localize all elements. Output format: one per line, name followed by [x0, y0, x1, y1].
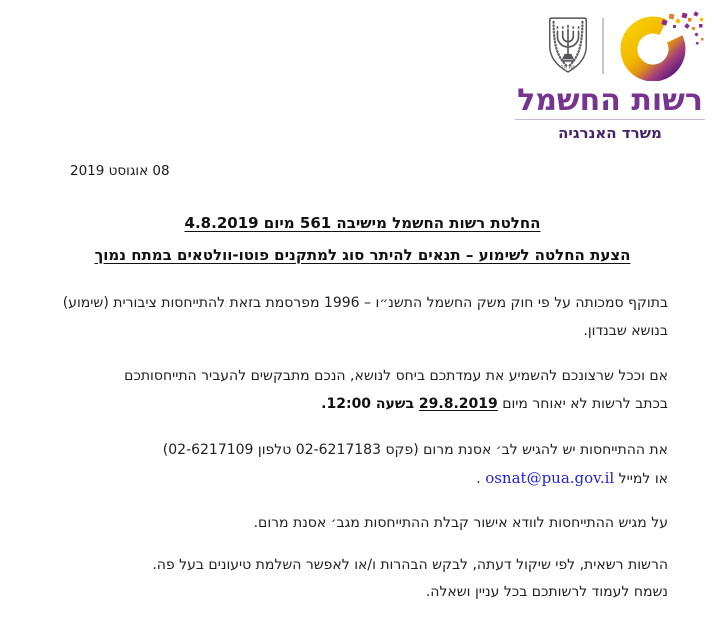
decision-title-line2: הצעת החלטה לשימוע – תנאים להיתר סוג למתקנים פוטו-וולטאים במתח נמוך: [94, 246, 631, 264]
decision-title: [57, 207, 668, 271]
paragraph-line: [57, 390, 668, 418]
letterhead-rule: [515, 119, 705, 120]
paragraph-line: אם וככל שרצונכם להשמיע את עמדתכם ביחס לנושא, הנכם מתבקשים להעביר התייחסותכם: [124, 368, 668, 384]
document-date: 08 אוגוסט 2019: [70, 163, 170, 179]
ministry-name: משרד האנרגיה: [558, 124, 662, 142]
paragraph-contact-details: [57, 436, 668, 493]
paragraph-closing: [57, 552, 668, 606]
email-link[interactable]: osnat@pua.gov.il: [485, 469, 615, 487]
menorah-icon: [557, 25, 578, 61]
deadline-date: 29.8.2019: [418, 396, 498, 412]
authority-name: רשות החשמל: [517, 83, 703, 118]
paragraph-line: הרשות רשאית, לפי שיקול דעתה, לבקש הבהרות ו/או לאפשר השלמת טיעונים בעל פה.: [152, 557, 668, 573]
decision-title-line1: החלטת רשות החשמל מישיבה 561 מיום 4.8.2019: [184, 214, 541, 232]
deadline-text: בכתב לרשות לא יאוחר מיום: [497, 396, 668, 412]
emblem-caption: ישראל: [560, 64, 576, 71]
email-suffix-text: .: [476, 471, 486, 487]
paragraph-receipt-confirmation: [57, 509, 668, 537]
israel-state-emblem-icon: [543, 14, 593, 78]
paragraph-submission-deadline: [57, 362, 668, 418]
paragraph-line: בנושא שבנדון.: [583, 323, 668, 339]
paragraph-authority-basis: [57, 289, 668, 345]
paragraph-line: נשמח לעמוד לרשותכם בכל עניין ושאלה.: [425, 584, 668, 600]
paragraph-line: על מגיש ההתייחסות לוודא אישור קבלת ההתייחסות מגב׳ אסנת מרום.: [253, 515, 668, 531]
email-lead-text: או למייל: [614, 471, 668, 487]
logo-row: [513, 12, 707, 80]
paragraph-line: בתוקף סמכותה על פי חוק משק החשמל התשנ״ו – 1996 מפרסמת בזאת להתייחסות ציבורית (שימוע): [62, 295, 668, 311]
electricity-authority-logo-icon: [613, 11, 707, 81]
paragraph-line: את ההתייחסות יש להגיש לב׳ אסנת מרום (פקס 02-6217183 טלפון 02-6217109): [162, 442, 668, 458]
deadline-time: בשעה 12:00.: [321, 396, 419, 412]
letterhead: [513, 12, 707, 142]
paragraph-line: [57, 464, 668, 493]
logo-divider: [602, 18, 604, 74]
